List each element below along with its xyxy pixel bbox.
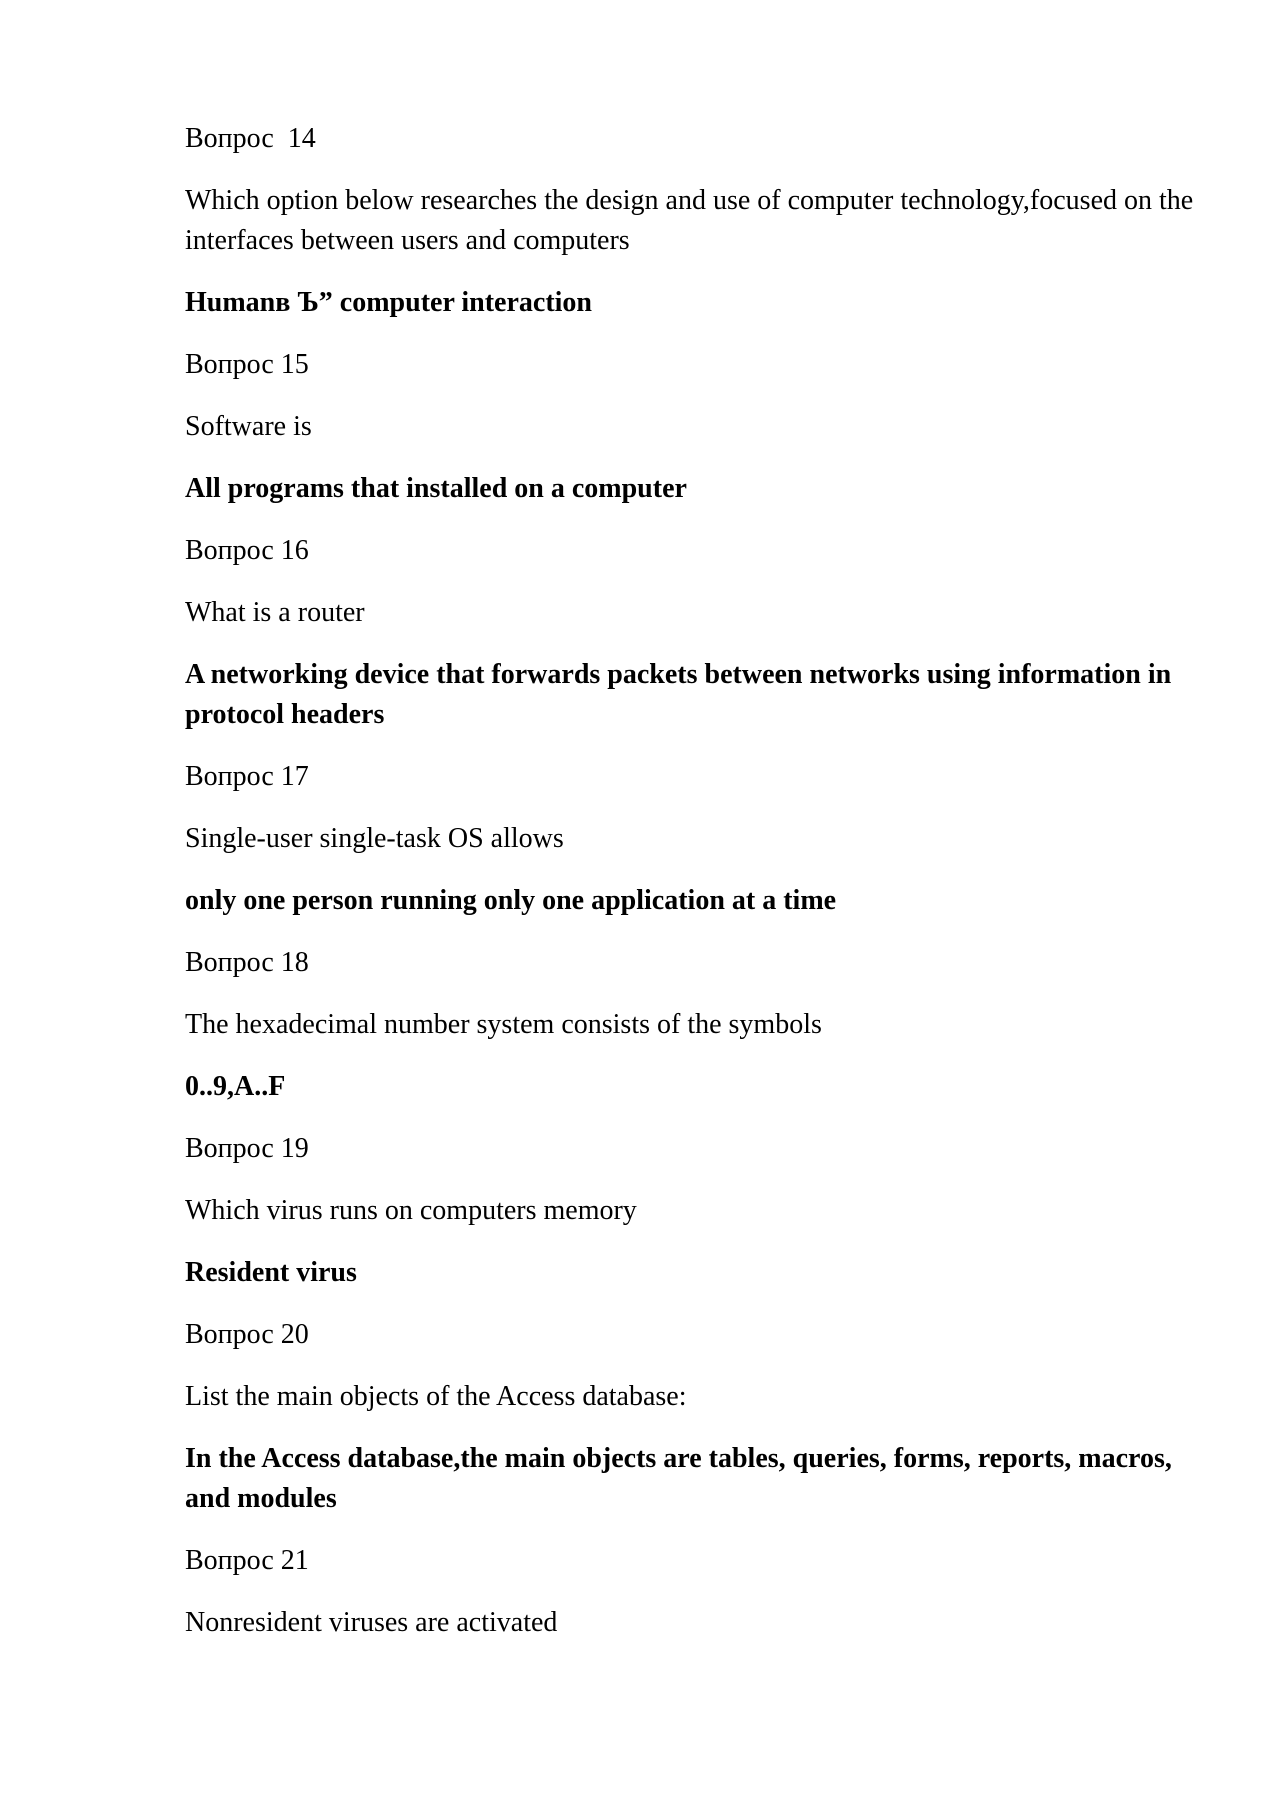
question-text-21: Nonresident viruses are activated [185,1607,558,1638]
answer-text-18: 0..9,A..F [185,1071,286,1102]
question-text-18: The hexadecimal number system consists of the symbols [185,1009,822,1040]
question-text-15: Software is [185,411,312,442]
question-text-19: Which virus runs on computers memory [185,1195,637,1226]
question-label-15: Вопрос 15 [185,349,309,380]
answer-text-20: In the Access database,the main objects are tables, queries, forms, reports, macros, and modules [185,1443,1179,1514]
question-label-21: Вопрос 21 [185,1545,309,1576]
question-label-19: Вопрос 19 [185,1133,309,1164]
question-label-17: Вопрос 17 [185,761,309,792]
question-text-20: List the main objects of the Access database: [185,1381,687,1412]
answer-text-15: All programs that installed on a computer [185,473,687,504]
question-text-16: What is a router [185,597,365,628]
question-label-20: Вопрос 20 [185,1319,309,1350]
question-text-17: Single-user single-task OS allows [185,823,564,854]
answer-text-16: A networking device that forwards packets between networks using information in protocol headers [185,659,1179,730]
question-label-14: Вопрос 14 [185,123,316,154]
document-body [185,119,1215,1665]
question-text-14: Which option below researches the design and use of computer technology,focused on the interfaces between users and computers [185,185,1201,256]
answer-text-14: Humanв Ъ” computer interaction [185,287,592,318]
question-label-18: Вопрос 18 [185,947,309,978]
question-label-16: Вопрос 16 [185,535,309,566]
answer-text-17: only one person running only one application at a time [185,885,837,916]
answer-text-19: Resident virus [185,1257,357,1288]
